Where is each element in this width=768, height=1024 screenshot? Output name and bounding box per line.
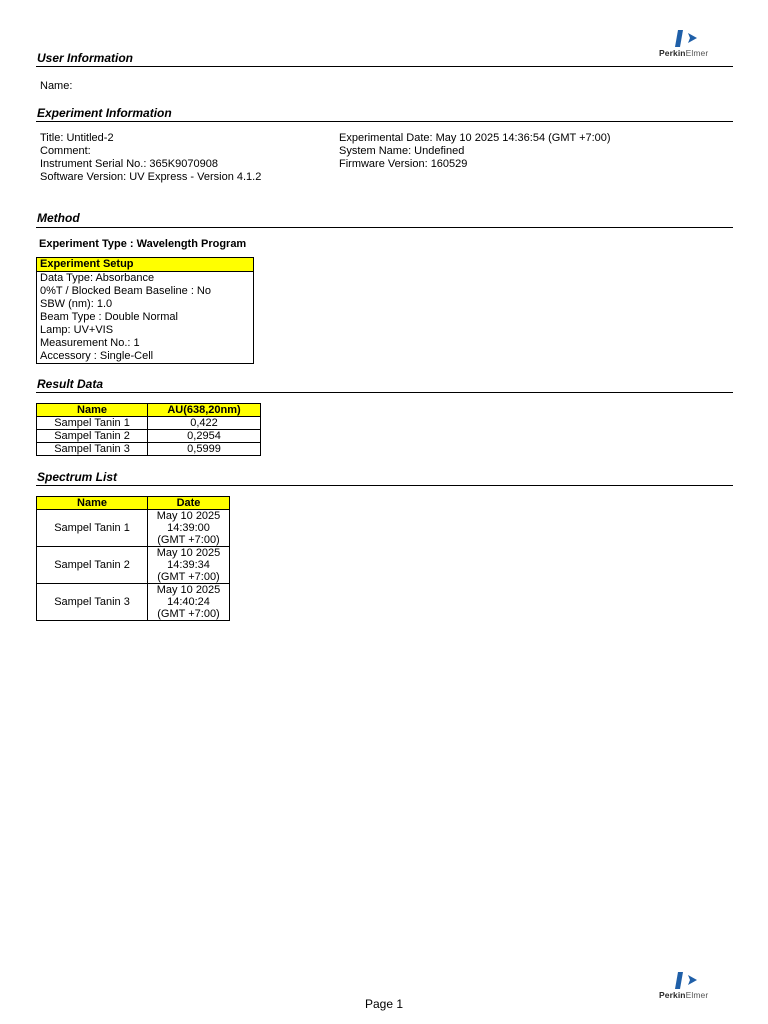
spectrum-date: May 10 2025 14:40:24 (GMT +7:00) xyxy=(148,584,230,621)
setup-line: Data Type: Absorbance xyxy=(40,272,155,284)
section-title-experiment: Experiment Information xyxy=(37,106,172,120)
table-header-row xyxy=(37,404,261,417)
section-title-result: Result Data xyxy=(37,377,104,391)
section-title-spectrum: Spectrum List xyxy=(37,470,118,484)
spectrum-name: Sampel Tanin 1 xyxy=(37,510,148,547)
table-header-row xyxy=(37,497,230,510)
experiment-type: Experiment Type : Wavelength Program xyxy=(39,238,247,250)
divider xyxy=(36,392,733,393)
table-row xyxy=(37,417,261,430)
brand-name: PerkinElmer xyxy=(659,48,709,58)
user-name-line: Name: xyxy=(40,80,73,92)
setup-header: Experiment Setup xyxy=(37,258,254,272)
setup-line: Beam Type : Double Normal xyxy=(40,311,178,323)
experiment-info-left xyxy=(40,132,261,184)
divider xyxy=(36,227,733,228)
spectrum-name: Sampel Tanin 3 xyxy=(37,584,148,621)
title-line: Title: Untitled-2 xyxy=(40,132,114,144)
table-row xyxy=(37,430,261,443)
spectrum-date: May 10 2025 14:39:00 (GMT +7:00) xyxy=(148,510,230,547)
setup-line: 0%T / Blocked Beam Baseline : No xyxy=(40,285,211,297)
firmware-line: Firmware Version: 160529 xyxy=(339,158,468,170)
section-title-user: User Information xyxy=(37,51,134,65)
perkinelmer-logo-icon xyxy=(675,30,703,48)
sample-name: Sampel Tanin 1 xyxy=(37,417,148,430)
au-value: 0,2954 xyxy=(148,430,261,443)
divider xyxy=(36,121,733,122)
sample-name: Sampel Tanin 2 xyxy=(37,430,148,443)
perkinelmer-logo-top xyxy=(659,30,739,58)
table-row xyxy=(37,584,230,621)
setup-line: Measurement No.: 1 xyxy=(40,337,140,349)
sample-name: Sampel Tanin 3 xyxy=(37,443,148,456)
comment-line: Comment: xyxy=(40,145,91,157)
setup-line: Lamp: UV+VIS xyxy=(40,324,114,336)
au-value: 0,422 xyxy=(148,417,261,430)
setup-line: Accessory : Single-Cell xyxy=(40,350,154,362)
system-line: System Name: Undefined xyxy=(339,145,465,157)
date-line: Experimental Date: May 10 2025 14:36:54 (GMT +7:00) xyxy=(339,132,611,144)
perkinelmer-logo-bottom xyxy=(659,972,739,1000)
column-header: Name xyxy=(37,497,148,510)
table-row xyxy=(37,510,230,547)
table-row xyxy=(37,547,230,584)
setup-line: SBW (nm): 1.0 xyxy=(40,298,113,310)
divider xyxy=(36,66,733,67)
software-line: Software Version: UV Express - Version 4.1.2 xyxy=(40,171,262,183)
spectrum-name: Sampel Tanin 2 xyxy=(37,547,148,584)
experiment-info-right xyxy=(339,132,611,171)
perkinelmer-logo-icon xyxy=(675,972,703,990)
au-value: 0,5999 xyxy=(148,443,261,456)
experiment-setup-table xyxy=(36,257,254,364)
column-header: AU(638,20nm) xyxy=(148,404,261,417)
serial-line: Instrument Serial No.: 365K9070908 xyxy=(40,158,218,170)
spectrum-table xyxy=(36,496,230,621)
section-title-method: Method xyxy=(37,211,80,225)
result-table xyxy=(36,403,261,456)
brand-name: PerkinElmer xyxy=(659,990,709,1000)
table-row xyxy=(37,443,261,456)
page-number: Page 1 xyxy=(365,997,404,1011)
column-header: Date xyxy=(148,497,230,510)
column-header: Name xyxy=(37,404,148,417)
spectrum-date: May 10 2025 14:39:34 (GMT +7:00) xyxy=(148,547,230,584)
divider xyxy=(36,485,733,486)
